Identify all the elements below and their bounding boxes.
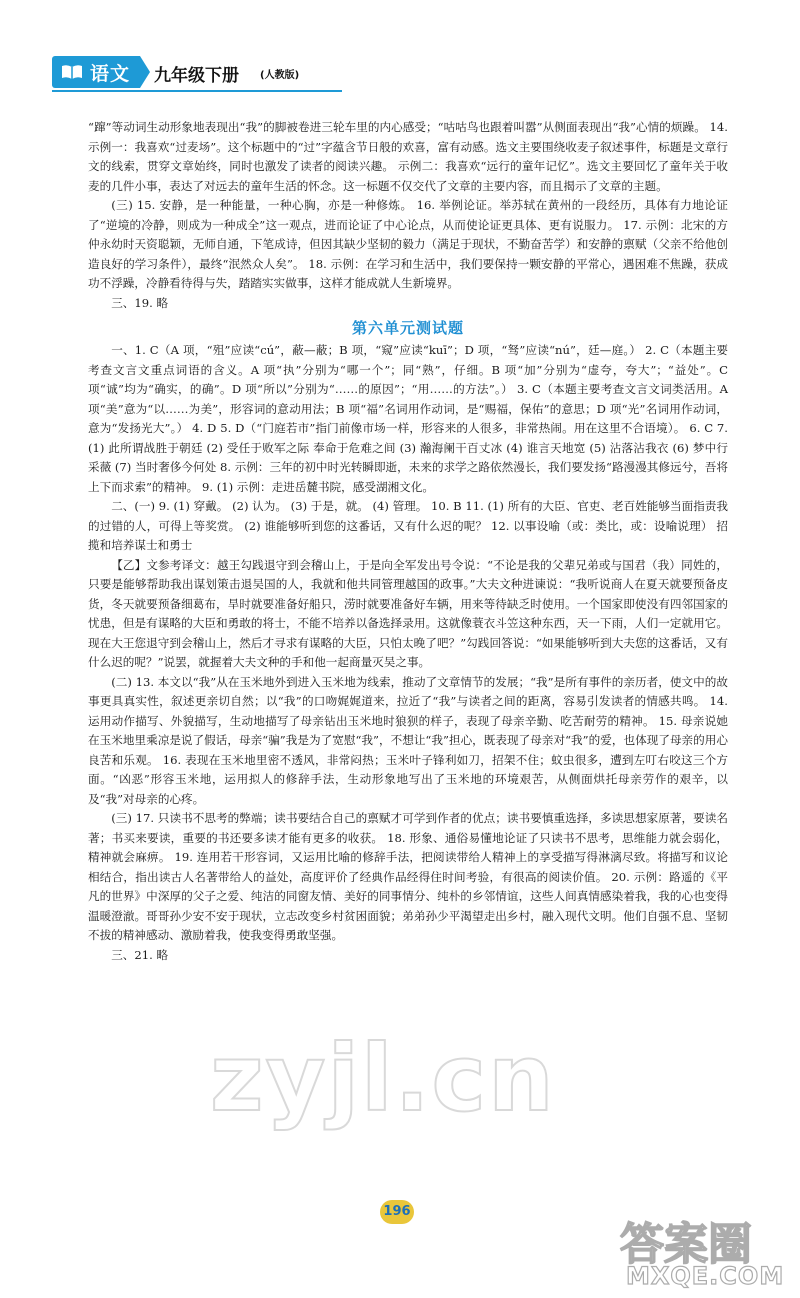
paragraph: (三) 17. 只读书不思考的弊端；读书要结合自己的禀赋才可学到作者的优点；读书要慎重选择，多读思想家原著，要读名著；书买来要读，重要的书还要多读才能有更多的收获。 18. 形象、通俗易懂地论证了只读书不思考，思维能力就会弱化，精神就会麻痹。 19. 连用若干形容词，又运用比喻的修辞手法，把阅读带给人精神上的享受描写得淋漓尽致。将描写和议论相结合，指出读古人名著带给人的益处，高度评价了经典作品经得住时间考验，有很高的阅读价值。 20. 示例：路遥的《平凡的世界》中深厚的父子之爱、纯洁的同窗友情、美好的同事情分、纯朴的乡邻情谊，这些人间真情感染着我，我的心也变得温暖澄澈。哥哥孙少安不安于现状，立志改变乡村贫困面貌；弟弟孙少平渴望走出乡村，融入现代文明。他们自强不息、坚韧不拔的精神感动、激励着我，使我变得勇敢坚强。 bbox=[88, 811, 728, 942]
paragraph: 一、1. C（A 项，“殂”应读“cú”，蔽—蔽；B 项，“窥”应读“kuī”；D 项，“驽”应读“nú”，廷—庭。） 2. C（本题主要考查文言文重点词语的含义。A 项“执”分别为“哪一个”；同“熟”，仔细。B 项“加”分别为“虚夸，夸大”；“益处”。C 项“诚”均为“确实，的确”。D 项“所以”分别为“……的原因”；“用……的方法”。） 3. C（本题主要考查文言文词类活用。A 项“美”意为“以……为美”，形容词的意动用法；B 项“福”名词用作动词，是“赐福，保佑”的意思；D 项“光”名词用作动词，意为“发扬光大”。） 4. D 5. D（“门庭若市”指门前像市场一样，形容来的人很多，非常热闹。用在这里不合语境）。 6. C 7. (1) 此所谓战胜于朝廷 (2) 受任于败军之际 奉命于危难之间 (3) 瀚海阑干百丈冰 (4) 谁言天地宽 (5) 沾落沾我衣 (6) 梦中行采薇 (7) 当时奢侈今何处 8. 示例：三年的初中时光转瞬即逝，未来的求学之路依然漫长，我们要发扬“路漫漫其修远兮，吾将上下而求索”的精神。 9. (1) 示例：走进岳麓书院，感受湖湘文化。 bbox=[88, 343, 728, 494]
open-book-icon bbox=[60, 63, 84, 81]
watermark-corner-bottom: MXQE.COM bbox=[626, 1262, 785, 1290]
paragraph: (二) 13. 本文以“我”从在玉米地外到进入玉米地为线索，推动了文章情节的发展；“我”是所有事件的亲历者，使文中的故事更具真实性，叙述更亲切自然；以“我”的口吻娓娓道来，拉近了“我”与读者之间的距离，容易引发读者的情感共鸣。 14. 运用动作描写、外貌描写，生动地描写了母亲钻出玉米地时狼狈的样子，表现了母亲辛勤、吃苦耐劳的精神。 15. 母亲说她在玉米地里乘凉是说了假话，母亲“骗”我是为了宽慰“我”，不想让“我”担心，既表现了母亲对“我”的爱，也体现了母亲的用心良苦和乐观。 16. 表现在玉米地里密不透风，非常闷热；玉米叶子锋利如刀，招架不住；蚊虫很多，遭到左叮右咬这三个方面。“凶恶”形容玉米地，运用拟人的修辞手法，生动形象地写出了玉米地的环境艰苦，从侧面烘托母亲劳作的艰辛，以及“我”对母亲的心疼。 bbox=[88, 674, 728, 806]
paragraph: (三) 15. 安静，是一种能量，一种心胸，亦是一种修炼。 16. 举例论证。举苏轼在黄州的一段经历，具体有力地论证了“逆境的冷静，则成为一种成全”这一观点，进而论证了中心论点，从而使论证更具体、更有说服力。 17. 示例：北宋的方仲永幼时天资聪颖，无师自通，下笔成诗，但因其缺少坚韧的毅力（满足于现状，不勤奋苦学）和安静的禀赋（父亲不给他创造良好的学习条件），最终“泯然众人矣”。 18. 示例：在学习和生活中，我们要保持一颗安静的平常心，遇困难不焦躁，获成功不浮躁，冷静看待得与失，踏踏实实做事，这样才能成就人生新境界。 bbox=[88, 198, 728, 290]
section-title: 第六单元测试题 bbox=[351, 319, 464, 337]
paragraph: 二、(一) 9. (1) 穿戴。 (2) 认为。 (3) 于是，就。 (4) 管理。 10. B 11. (1) 所有的大臣、官吏、老百姓能够当面指责我的过错的人，可得上等奖赏。 (2) 谁能够听到您的这番话，又有什么迟的呢？ 12. 以事设喻（或：类比，或：设喻说理） 招揽和培养谋士和勇士 bbox=[88, 499, 728, 552]
subject-tab bbox=[52, 56, 140, 88]
watermark-main: zyjl.cn bbox=[210, 1025, 556, 1132]
paragraph: “蹿”等动词生动形象地表现出“我”的脚被卷进三轮车里的内心感受；“咕咕鸟也跟着叫嚣”从侧面表现出“我”心情的烦躁。 14. 示例一：我喜欢“过麦场”。这个标题中的“过”字蕴含节日般的欢喜，富有动感。选文主要围绕收麦子叙述事件，标题是文章行文的线索，贯穿文章始终，同时也激发了读者的阅读兴趣。 示例二：我喜欢“远行的童年记忆”。选文主要回忆了童年关于收麦的几件小事，表达了对远去的童年生活的怀念。这一标题不仅交代了文章的主要内容，而且揭示了文章的主题。 bbox=[88, 120, 728, 193]
header-divider bbox=[52, 90, 342, 92]
page-number: 196 bbox=[380, 1200, 414, 1224]
answer-content bbox=[88, 118, 728, 965]
page-header bbox=[52, 50, 382, 94]
watermark-corner bbox=[618, 1208, 788, 1292]
subject-label: 语文 bbox=[90, 62, 131, 85]
paragraph: 【乙】文参考译文：越王勾践退守到会稽山上，于是向全军发出号令说：“不论是我的父辈兄弟或与国君（我）同姓的，只要是能够帮助我出谋划策击退吴国的人，我就和他共同管理越国的政事。”大夫文种进谏说：“我听说商人在夏天就要预备皮货，冬天就要预备细葛布，旱时就要准备好船只，涝时就要准备好车辆，用来等待缺乏时使用。一个国家即使没有四邻国家的忧患，但是有谋略的大臣和勇敢的将士，不能不培养以备选择录用。这就像蓑衣斗笠这种东西，天一下雨，人们一定就用它。现在大王您退守到会稽山上，然后才寻求有谋略的大臣，只怕太晚了吧？”勾践回答说：“如果能够听到大夫您的这番话，又有什么迟的呢？”说罢，就握着大夫文种的手和他一起商量灭吴之事。 bbox=[88, 557, 728, 669]
edition-label: (人教版) bbox=[260, 70, 300, 81]
grade-label: 九年级下册 bbox=[154, 66, 239, 86]
paragraph: 三、21. 略 bbox=[111, 947, 169, 962]
watermark-corner-top: 答案圈 bbox=[620, 1219, 752, 1270]
paragraph: 三、19. 略 bbox=[111, 295, 169, 310]
